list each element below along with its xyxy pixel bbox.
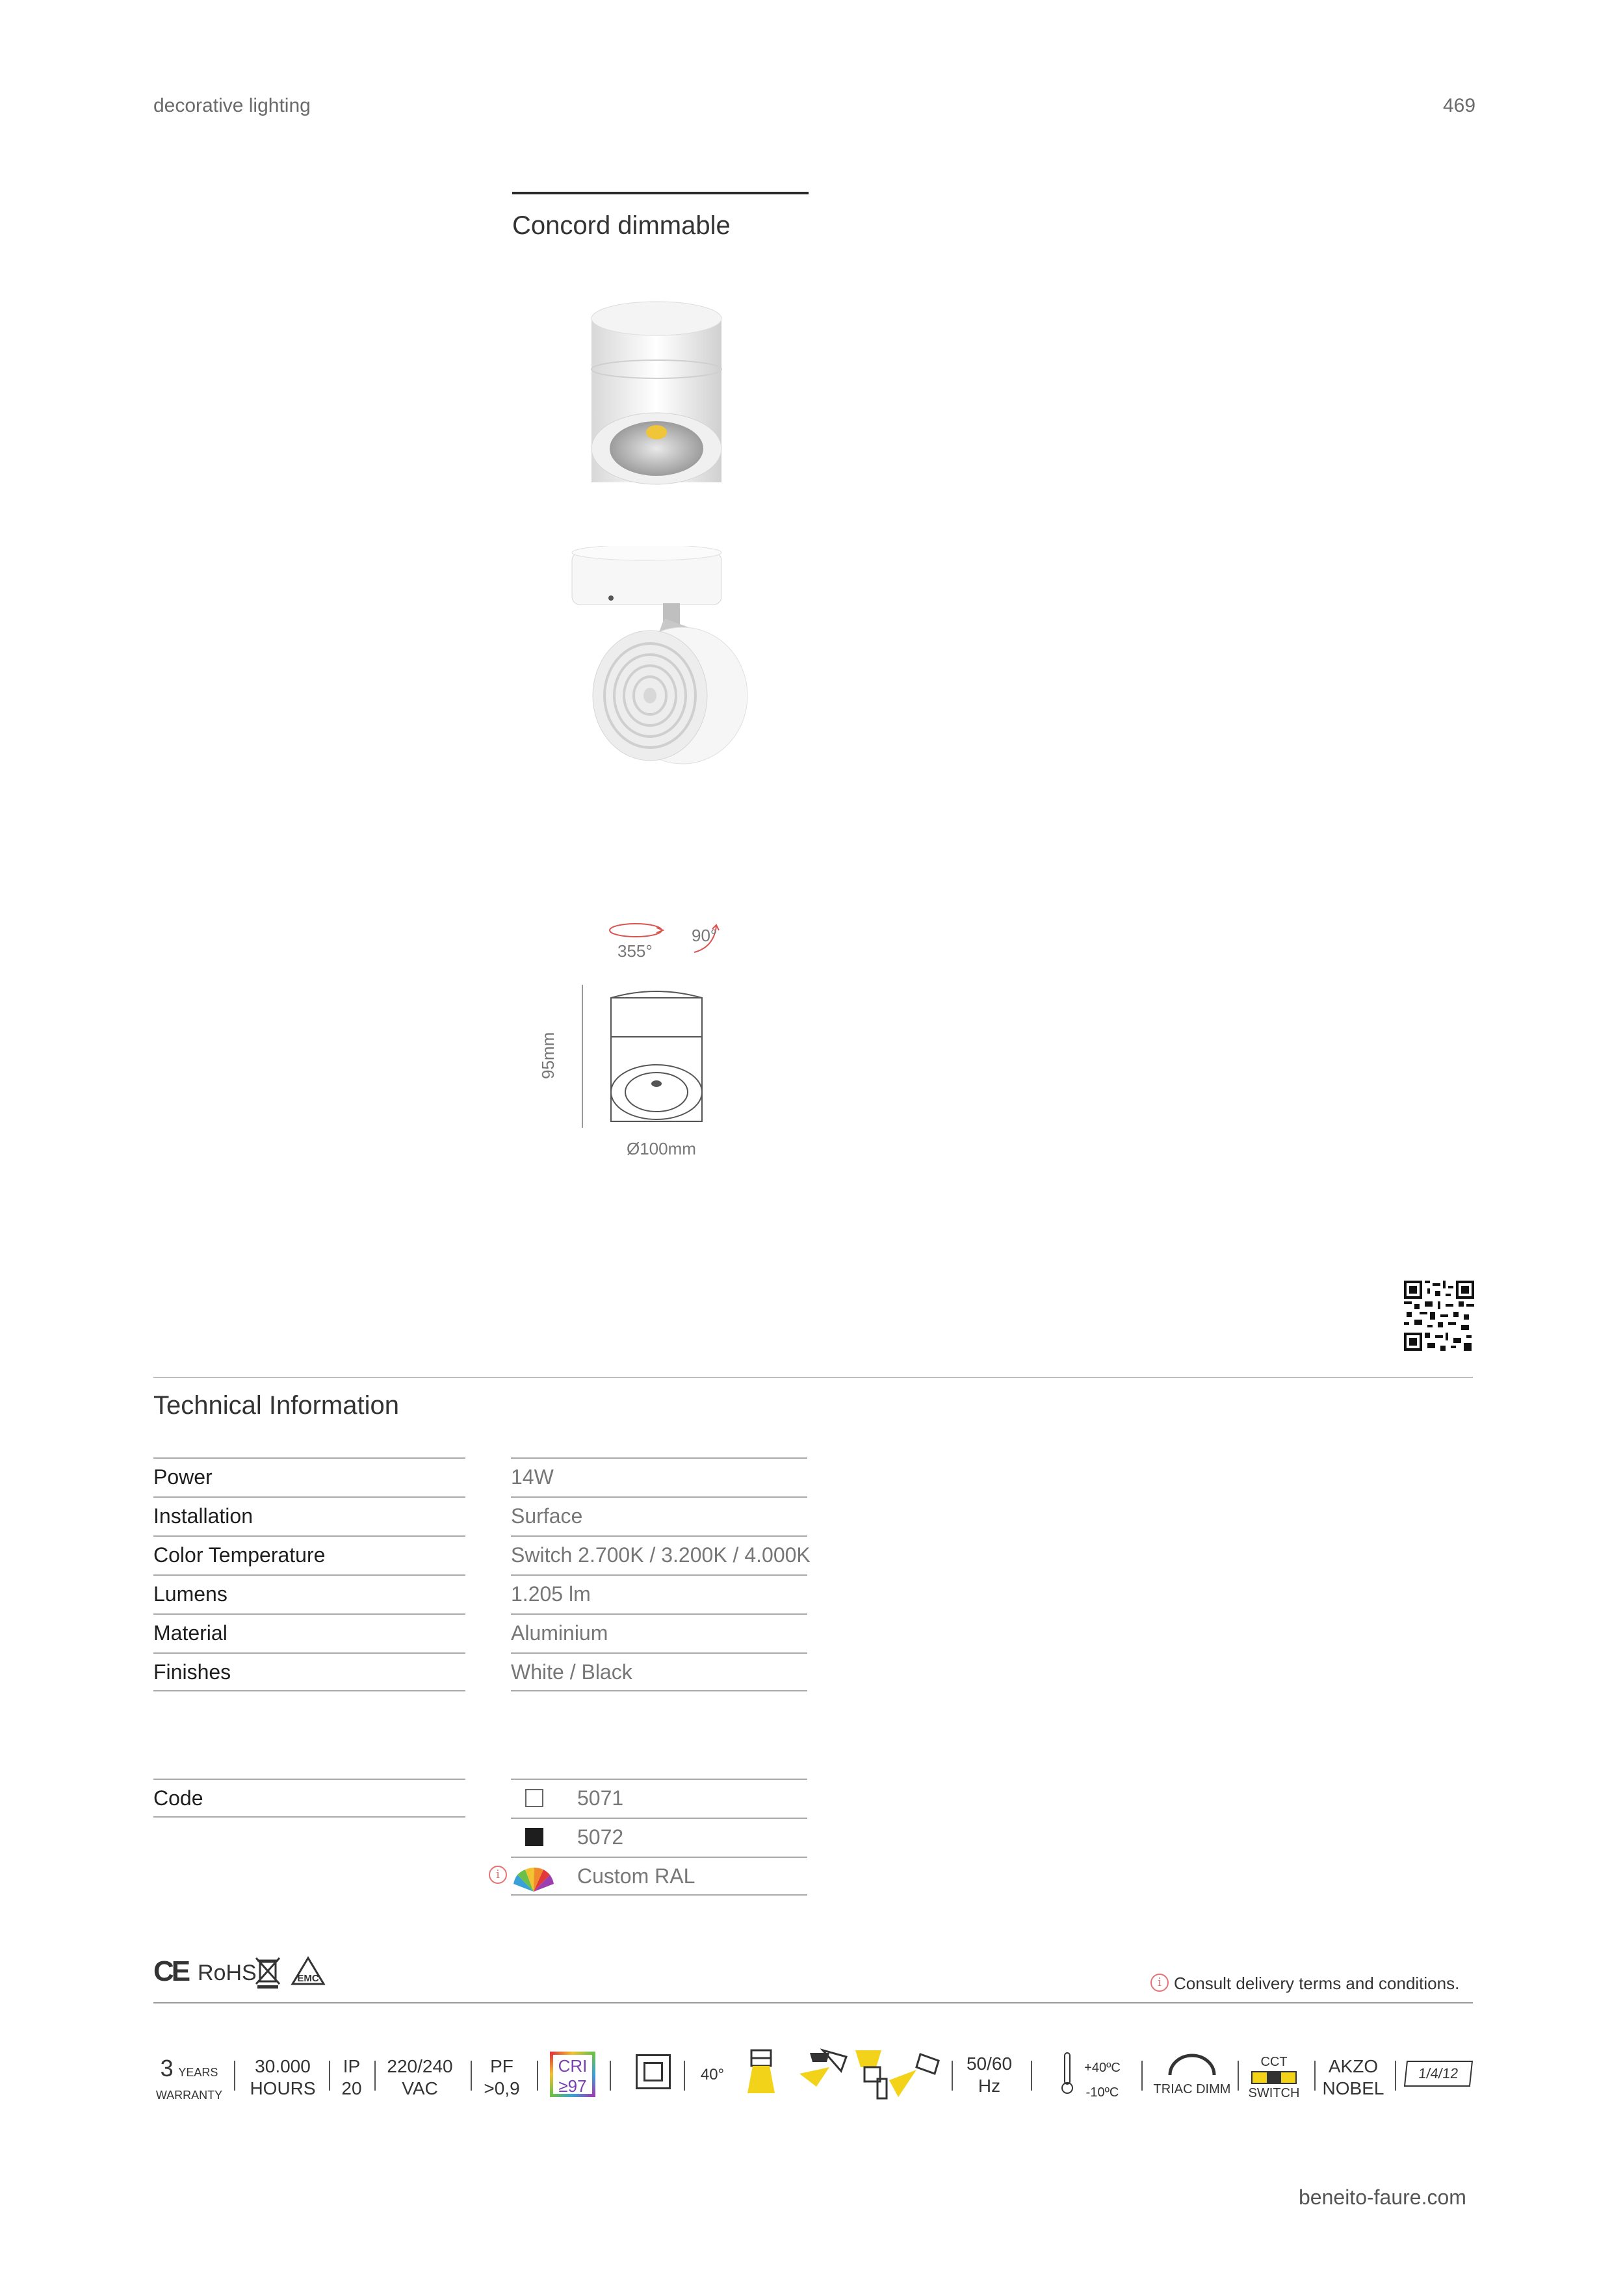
code-value: Custom RAL — [577, 1864, 695, 1888]
voltage-label: VAC — [402, 2078, 438, 2098]
product-photo-front — [572, 299, 741, 507]
separator — [234, 2061, 235, 2091]
frequency-badge — [958, 2053, 1020, 2096]
spec-value-cell — [511, 1496, 807, 1535]
code-row — [511, 1818, 807, 1857]
section-divider — [153, 1377, 1473, 1378]
spec-label: Installation — [153, 1504, 253, 1528]
spec-value-cell — [511, 1457, 807, 1496]
spec-value-cell — [511, 1652, 807, 1691]
temp-min: -10ºC — [1085, 2085, 1119, 2100]
temperature-range — [1076, 2055, 1128, 2105]
separator — [1238, 2061, 1239, 2091]
cct-label: CCT — [1260, 2055, 1288, 2069]
separator — [374, 2061, 376, 2091]
switch-label: SWITCH — [1248, 2086, 1300, 2100]
spec-label-cell — [153, 1457, 465, 1496]
spec-label: Finishes — [153, 1660, 231, 1684]
packaging-units: 1/4/12 — [1418, 2065, 1459, 2081]
code-value: 5072 — [577, 1825, 624, 1849]
emc-mark-icon — [290, 1955, 326, 1988]
spec-value: Switch 2.700K / 3.200K / 4.000K — [511, 1543, 811, 1567]
spec-value: Aluminium — [511, 1621, 608, 1645]
thermometer-icon — [1061, 2052, 1074, 2094]
separator — [471, 2061, 472, 2091]
ral-fan-icon — [511, 1864, 556, 1893]
separator — [329, 2061, 330, 2091]
spec-label-cell — [153, 1574, 465, 1613]
cri-label: CRI — [558, 2056, 588, 2076]
website[interactable]: beneito-faure.com — [1299, 2185, 1466, 2209]
spec-label-cell — [153, 1652, 465, 1691]
spec-label-cell — [153, 1613, 465, 1652]
separator — [610, 2061, 611, 2091]
rohs-label: RoHS — [198, 1961, 257, 1985]
spec-label: Color Temperature — [153, 1543, 326, 1567]
code-row — [511, 1779, 807, 1818]
nobel-label: NOBEL — [1322, 2078, 1384, 2098]
triac-label: TRIAC DIMM — [1153, 2082, 1231, 2096]
frequency-value: 50/60 — [966, 2054, 1013, 2074]
akzo-nobel-badge — [1321, 2055, 1386, 2099]
voltage-badge — [381, 2055, 459, 2099]
features-divider — [153, 2002, 1473, 2003]
separator — [684, 2061, 685, 2091]
separator — [537, 2061, 538, 2091]
delivery-notice: Consult delivery terms and conditions. — [1174, 1974, 1460, 1993]
code-label-cell — [153, 1779, 465, 1818]
height-label: 95mm — [538, 1032, 558, 1079]
separator — [952, 2061, 953, 2091]
separator — [1141, 2061, 1143, 2091]
product-photo-tilted — [565, 546, 760, 780]
product-name: Concord dimmable — [512, 211, 731, 240]
separator — [1314, 2061, 1316, 2091]
spec-value-cell — [511, 1613, 807, 1652]
switch-toggle-icon — [1251, 2071, 1297, 2084]
pf-value: >0,9 — [484, 2078, 520, 2098]
spec-label-cell — [153, 1496, 465, 1535]
title-rule — [512, 192, 809, 194]
hours-badge — [247, 2055, 318, 2099]
spec-label: Power — [153, 1465, 213, 1489]
spec-value-cell — [511, 1535, 811, 1574]
separator — [1395, 2061, 1396, 2091]
ip-value: 20 — [341, 2078, 362, 2098]
rotation-vertical-label: 90° — [692, 926, 718, 945]
hours-label: HOURS — [250, 2078, 316, 2098]
notice-info-icon: i — [1150, 1974, 1169, 1992]
warranty-label: WARRANTY — [155, 2089, 223, 2102]
spec-value-cell — [511, 1574, 807, 1613]
warranty-years: YEARS — [178, 2066, 218, 2079]
ip-label: IP — [343, 2056, 361, 2076]
packaging-box-icon — [1404, 2061, 1473, 2087]
qr-code — [1404, 1281, 1474, 1351]
rotation-horizontal-label: 355° — [617, 941, 653, 961]
pf-label: PF — [490, 2056, 513, 2076]
ip-badge — [335, 2055, 368, 2099]
dimmer-icon — [1166, 2052, 1218, 2078]
cct-switch-badge — [1243, 2054, 1305, 2101]
spec-value: 1.205 lm — [511, 1582, 591, 1606]
code-value: 5071 — [577, 1786, 624, 1810]
page-number: 469 — [1443, 95, 1476, 116]
code-label: Code — [153, 1786, 203, 1810]
section-title: decorative lighting — [153, 95, 311, 116]
orientation-icons — [732, 2048, 946, 2106]
cri-badge — [550, 2052, 595, 2097]
tech-info-heading: Technical Information — [153, 1391, 399, 1420]
ce-mark-icon: CE — [153, 1955, 188, 1987]
spec-label-cell — [153, 1535, 465, 1574]
diameter-label: Ø100mm — [627, 1139, 696, 1158]
class-ii-icon — [636, 2054, 671, 2089]
spec-value: 14W — [511, 1465, 554, 1489]
hours-value: 30.000 — [255, 2056, 311, 2076]
white-swatch-icon — [525, 1789, 543, 1807]
warranty-number: 3 — [160, 2055, 174, 2081]
separator — [1031, 2061, 1032, 2091]
cri-value: ≥97 — [558, 2076, 587, 2096]
features-bar — [153, 2035, 1486, 2113]
temp-max: +40ºC — [1084, 2061, 1121, 2075]
akzo-label: AKZO — [1328, 2056, 1379, 2076]
code-row — [511, 1857, 807, 1896]
spec-value: Surface — [511, 1504, 583, 1528]
spec-label: Material — [153, 1621, 227, 1645]
weee-bin-icon — [253, 1955, 282, 1989]
beam-angle: 40° — [700, 2066, 725, 2083]
warranty-badge — [153, 2054, 225, 2104]
pf-badge — [477, 2055, 526, 2099]
frequency-label: Hz — [978, 2075, 1001, 2096]
voltage-value: 220/240 — [387, 2056, 453, 2076]
info-icon[interactable]: i — [489, 1866, 507, 1884]
black-swatch-icon — [525, 1828, 543, 1846]
svg-text:EMC: EMC — [297, 1973, 319, 1984]
spec-label: Lumens — [153, 1582, 227, 1606]
spec-value: White / Black — [511, 1660, 632, 1684]
